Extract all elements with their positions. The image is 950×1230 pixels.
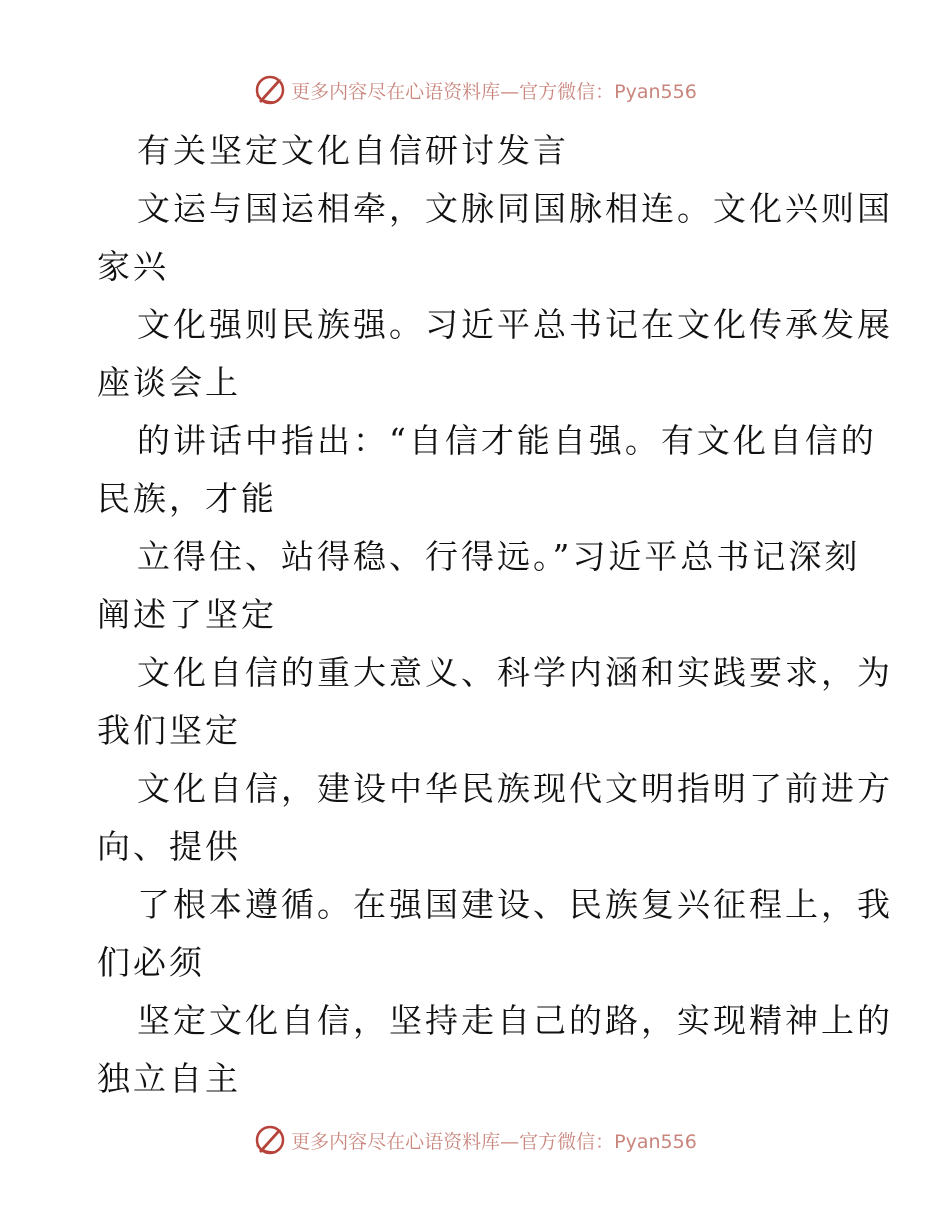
paragraph-line: 座谈会上	[97, 363, 241, 402]
document-title: 有关坚定文化自信研讨发言	[137, 131, 569, 170]
paragraph-line: 家兴	[97, 247, 169, 286]
paragraph-line: 坚定文化自信，坚持走自己的路，实现精神上的	[137, 1001, 893, 1040]
paragraph-line: 我们坚定	[97, 711, 241, 750]
quill-pen-logo-icon	[253, 73, 287, 107]
banner-text	[291, 1127, 697, 1154]
quill-pen-logo-icon	[253, 1123, 287, 1157]
paragraph-line: 的讲话中指出：“自信才能自强。有文化自信的	[137, 421, 877, 460]
footer-banner	[0, 1120, 950, 1160]
paragraph-line: 独立自主	[97, 1059, 241, 1098]
paragraph-line: 们必须	[97, 943, 205, 982]
paragraph-line: 文运与国运相牵，文脉同国脉相连。文化兴则国	[137, 189, 893, 228]
wechat-id: Pyan556	[614, 1130, 697, 1153]
paragraph-line: 文化强则民族强。习近平总书记在文化传承发展	[137, 305, 893, 344]
paragraph-line: 民族，才能	[97, 479, 277, 518]
banner-title: 更多内容尽在心语资料库—官方微信：	[291, 1130, 615, 1153]
paragraph-line: 阐述了坚定	[97, 595, 277, 634]
paragraph-line: 立得住、站得稳、行得远。”习近平总书记深刻	[137, 537, 861, 576]
banner-text	[291, 77, 697, 104]
wechat-id: Pyan556	[614, 80, 697, 103]
banner-title: 更多内容尽在心语资料库—官方微信：	[291, 80, 615, 103]
paragraph-line: 文化自信的重大意义、科学内涵和实践要求，为	[137, 653, 893, 692]
paragraph-line: 文化自信，建设中华民族现代文明指明了前进方	[137, 769, 893, 808]
header-banner	[0, 70, 950, 110]
paragraph-line: 了根本遵循。在强国建设、民族复兴征程上，我	[137, 885, 893, 924]
paragraph-line: 向、提供	[97, 827, 241, 866]
document-body	[97, 122, 893, 1108]
